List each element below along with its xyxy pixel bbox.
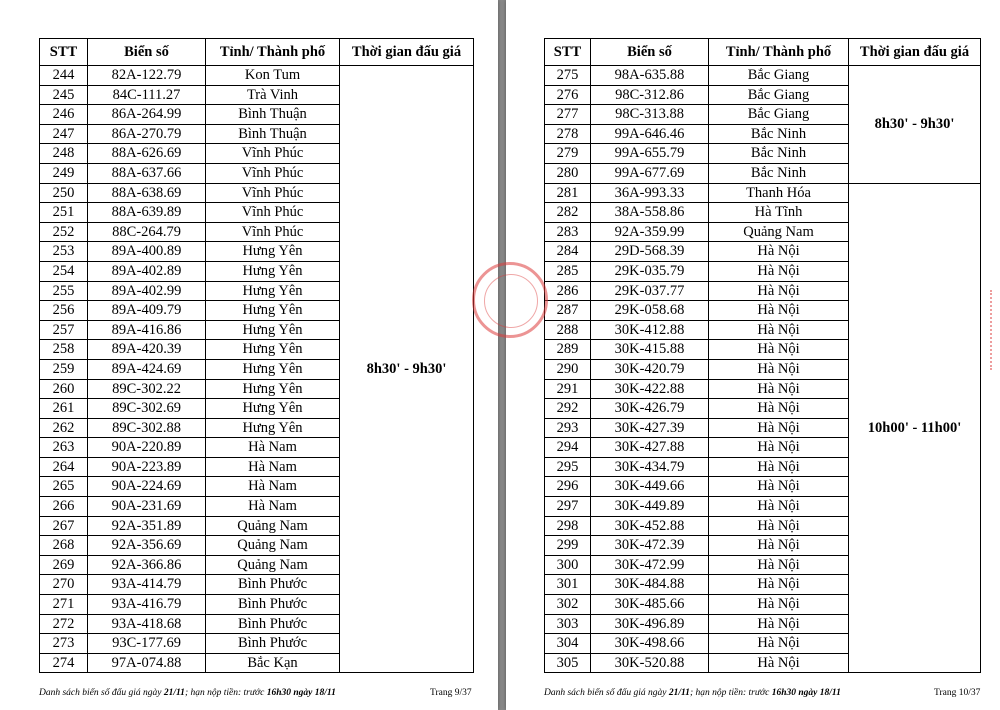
stt-cell: 288 bbox=[545, 320, 591, 340]
plate-cell: 89A-416.86 bbox=[88, 320, 206, 340]
stt-cell: 290 bbox=[545, 359, 591, 379]
plate-cell: 30K-434.79 bbox=[591, 457, 709, 477]
stt-cell: 296 bbox=[545, 477, 591, 497]
province-cell: Bắc Ninh bbox=[709, 144, 849, 164]
province-cell: Thanh Hóa bbox=[709, 183, 849, 203]
province-cell: Bình Thuận bbox=[206, 124, 340, 144]
stt-cell: 245 bbox=[40, 85, 88, 105]
plate-cell: 84C-111.27 bbox=[88, 85, 206, 105]
stt-cell: 295 bbox=[545, 457, 591, 477]
plate-cell: 89A-402.89 bbox=[88, 261, 206, 281]
plate-cell: 29K-058.68 bbox=[591, 301, 709, 321]
plate-cell: 90A-223.89 bbox=[88, 457, 206, 477]
stt-cell: 287 bbox=[545, 301, 591, 321]
plate-cell: 29K-037.77 bbox=[591, 281, 709, 301]
stt-cell: 247 bbox=[40, 124, 88, 144]
stt-cell: 256 bbox=[40, 301, 88, 321]
province-cell: Bình Phước bbox=[206, 595, 340, 615]
province-cell: Vĩnh Phúc bbox=[206, 144, 340, 164]
plate-cell: 30K-449.66 bbox=[591, 477, 709, 497]
stt-cell: 298 bbox=[545, 516, 591, 536]
stt-cell: 289 bbox=[545, 340, 591, 360]
stt-cell: 300 bbox=[545, 555, 591, 575]
province-cell: Hưng Yên bbox=[206, 399, 340, 419]
plate-cell: 88A-638.69 bbox=[88, 183, 206, 203]
province-cell: Hưng Yên bbox=[206, 418, 340, 438]
stt-cell: 286 bbox=[545, 281, 591, 301]
footer-deadline: 16h30 ngày 18/11 bbox=[266, 688, 336, 698]
plate-cell: 30K-449.89 bbox=[591, 497, 709, 517]
province-cell: Bắc Giang bbox=[709, 85, 849, 105]
stt-cell: 293 bbox=[545, 418, 591, 438]
plate-cell: 99A-677.69 bbox=[591, 163, 709, 183]
plates-table-right bbox=[544, 38, 981, 673]
stt-cell: 305 bbox=[545, 653, 591, 673]
province-cell: Hà Nam bbox=[206, 497, 340, 517]
province-cell: Hà Nội bbox=[709, 634, 849, 654]
province-cell: Hà Nội bbox=[709, 575, 849, 595]
footer-prefix: Danh sách biển số đấu giá ngày bbox=[544, 688, 669, 698]
stt-cell: 282 bbox=[545, 203, 591, 223]
stt-cell: 248 bbox=[40, 144, 88, 164]
stt-cell: 254 bbox=[40, 261, 88, 281]
plate-cell: 30K-427.39 bbox=[591, 418, 709, 438]
plate-cell: 29D-568.39 bbox=[591, 242, 709, 262]
province-cell: Bắc Ninh bbox=[709, 163, 849, 183]
stt-cell: 250 bbox=[40, 183, 88, 203]
plate-cell: 30K-427.88 bbox=[591, 438, 709, 458]
stt-cell: 301 bbox=[545, 575, 591, 595]
plate-cell: 89A-400.89 bbox=[88, 242, 206, 262]
province-cell: Bình Phước bbox=[206, 575, 340, 595]
stt-cell: 252 bbox=[40, 222, 88, 242]
plate-cell: 29K-035.79 bbox=[591, 261, 709, 281]
header-plate: Biển số bbox=[88, 39, 206, 66]
province-cell: Hà Nội bbox=[709, 379, 849, 399]
stt-cell: 269 bbox=[40, 555, 88, 575]
province-cell: Hưng Yên bbox=[206, 242, 340, 262]
stt-cell: 270 bbox=[40, 575, 88, 595]
table-row bbox=[545, 66, 981, 86]
auction-time-cell: 8h30' - 9h30' bbox=[849, 66, 981, 184]
footer-deadline: 16h30 ngày 18/11 bbox=[771, 688, 841, 698]
stt-cell: 279 bbox=[545, 144, 591, 164]
province-cell: Hà Nội bbox=[709, 418, 849, 438]
plate-cell: 30K-420.79 bbox=[591, 359, 709, 379]
stt-cell: 266 bbox=[40, 497, 88, 517]
plate-cell: 89A-424.69 bbox=[88, 359, 206, 379]
plate-cell: 93A-416.79 bbox=[88, 595, 206, 615]
stt-cell: 294 bbox=[545, 438, 591, 458]
province-cell: Bắc Giang bbox=[709, 105, 849, 125]
plate-cell: 90A-220.89 bbox=[88, 438, 206, 458]
plate-cell: 92A-356.69 bbox=[88, 536, 206, 556]
stt-cell: 283 bbox=[545, 222, 591, 242]
header-stt: STT bbox=[545, 39, 591, 66]
province-cell: Vĩnh Phúc bbox=[206, 163, 340, 183]
stt-cell: 302 bbox=[545, 595, 591, 615]
province-cell: Bắc Ninh bbox=[709, 124, 849, 144]
province-cell: Hà Tĩnh bbox=[709, 203, 849, 223]
stt-cell: 257 bbox=[40, 320, 88, 340]
red-seal-stamp bbox=[472, 262, 548, 338]
province-cell: Bắc Kạn bbox=[206, 653, 340, 673]
province-cell: Hà Nội bbox=[709, 399, 849, 419]
province-cell: Hà Nội bbox=[709, 497, 849, 517]
province-cell: Vĩnh Phúc bbox=[206, 222, 340, 242]
footer-mid: ; hạn nộp tiền: trước bbox=[184, 688, 267, 698]
table-row bbox=[40, 66, 474, 86]
province-cell: Hà Nội bbox=[709, 516, 849, 536]
province-cell: Hưng Yên bbox=[206, 320, 340, 340]
plate-cell: 30K-472.99 bbox=[591, 555, 709, 575]
plate-cell: 99A-655.79 bbox=[591, 144, 709, 164]
footer-prefix: Danh sách biển số đấu giá ngày bbox=[39, 688, 164, 698]
stt-cell: 244 bbox=[40, 66, 88, 86]
plate-cell: 36A-993.33 bbox=[591, 183, 709, 203]
plate-cell: 30K-426.79 bbox=[591, 399, 709, 419]
plate-cell: 30K-452.88 bbox=[591, 516, 709, 536]
stt-cell: 265 bbox=[40, 477, 88, 497]
province-cell: Hà Nam bbox=[206, 438, 340, 458]
province-cell: Hưng Yên bbox=[206, 261, 340, 281]
plate-cell: 93C-177.69 bbox=[88, 634, 206, 654]
header-province: Tỉnh/ Thành phố bbox=[206, 39, 340, 66]
plates-table-left bbox=[39, 38, 474, 673]
province-cell: Hưng Yên bbox=[206, 359, 340, 379]
province-cell: Hà Nội bbox=[709, 536, 849, 556]
stt-cell: 249 bbox=[40, 163, 88, 183]
province-cell: Hà Nội bbox=[709, 438, 849, 458]
province-cell: Quảng Nam bbox=[709, 222, 849, 242]
stt-cell: 281 bbox=[545, 183, 591, 203]
stt-cell: 284 bbox=[545, 242, 591, 262]
plate-cell: 86A-270.79 bbox=[88, 124, 206, 144]
plate-cell: 88A-637.66 bbox=[88, 163, 206, 183]
stt-cell: 263 bbox=[40, 438, 88, 458]
seal-inner-ring bbox=[484, 274, 538, 328]
province-cell: Bình Phước bbox=[206, 634, 340, 654]
plate-cell: 30K-484.88 bbox=[591, 575, 709, 595]
province-cell: Vĩnh Phúc bbox=[206, 183, 340, 203]
stt-cell: 260 bbox=[40, 379, 88, 399]
plate-cell: 30K-520.88 bbox=[591, 653, 709, 673]
province-cell: Trà Vinh bbox=[206, 85, 340, 105]
plate-cell: 30K-415.88 bbox=[591, 340, 709, 360]
plate-cell: 93A-418.68 bbox=[88, 614, 206, 634]
plate-cell: 30K-472.39 bbox=[591, 536, 709, 556]
stt-cell: 280 bbox=[545, 163, 591, 183]
province-cell: Quảng Nam bbox=[206, 555, 340, 575]
plate-cell: 30K-496.89 bbox=[591, 614, 709, 634]
province-cell: Bình Phước bbox=[206, 614, 340, 634]
province-cell: Hà Nội bbox=[709, 281, 849, 301]
stt-cell: 292 bbox=[545, 399, 591, 419]
plate-cell: 82A-122.79 bbox=[88, 66, 206, 86]
province-cell: Hà Nội bbox=[709, 359, 849, 379]
plate-cell: 92A-366.86 bbox=[88, 555, 206, 575]
plate-cell: 98C-312.86 bbox=[591, 85, 709, 105]
plate-cell: 88A-626.69 bbox=[88, 144, 206, 164]
stt-cell: 277 bbox=[545, 105, 591, 125]
plate-cell: 92A-351.89 bbox=[88, 516, 206, 536]
province-cell: Hà Nội bbox=[709, 614, 849, 634]
plate-cell: 30K-498.66 bbox=[591, 634, 709, 654]
province-cell: Hà Nội bbox=[709, 340, 849, 360]
footer-mid: ; hạn nộp tiền: trước bbox=[689, 688, 772, 698]
province-cell: Hà Nội bbox=[709, 477, 849, 497]
province-cell: Bình Thuận bbox=[206, 105, 340, 125]
footer-date: 21/11 bbox=[163, 688, 185, 698]
stt-cell: 251 bbox=[40, 203, 88, 223]
province-cell: Hà Nội bbox=[709, 653, 849, 673]
province-cell: Quảng Nam bbox=[206, 536, 340, 556]
province-cell: Quảng Nam bbox=[206, 516, 340, 536]
plate-cell: 30K-422.88 bbox=[591, 379, 709, 399]
plate-cell: 89C-302.22 bbox=[88, 379, 206, 399]
province-cell: Hà Nội bbox=[709, 301, 849, 321]
stt-cell: 271 bbox=[40, 595, 88, 615]
stt-cell: 259 bbox=[40, 359, 88, 379]
stt-cell: 246 bbox=[40, 105, 88, 125]
province-cell: Vĩnh Phúc bbox=[206, 203, 340, 223]
plate-cell: 99A-646.46 bbox=[591, 124, 709, 144]
province-cell: Hà Nam bbox=[206, 477, 340, 497]
province-cell: Kon Tum bbox=[206, 66, 340, 86]
province-cell: Hưng Yên bbox=[206, 281, 340, 301]
stt-cell: 278 bbox=[545, 124, 591, 144]
stt-cell: 274 bbox=[40, 653, 88, 673]
province-cell: Hà Nội bbox=[709, 555, 849, 575]
table-header-row bbox=[545, 39, 981, 66]
plate-cell: 88A-639.89 bbox=[88, 203, 206, 223]
plate-cell: 88C-264.79 bbox=[88, 222, 206, 242]
province-cell: Hưng Yên bbox=[206, 340, 340, 360]
stt-cell: 264 bbox=[40, 457, 88, 477]
province-cell: Hà Nội bbox=[709, 320, 849, 340]
edge-seal-mark bbox=[990, 290, 998, 370]
stt-cell: 267 bbox=[40, 516, 88, 536]
plate-cell: 89A-409.79 bbox=[88, 301, 206, 321]
province-cell: Hà Nội bbox=[709, 242, 849, 262]
header-stt: STT bbox=[40, 39, 88, 66]
page-number: Trang 9/37 bbox=[430, 688, 472, 698]
stt-cell: 291 bbox=[545, 379, 591, 399]
plate-cell: 93A-414.79 bbox=[88, 575, 206, 595]
stt-cell: 276 bbox=[545, 85, 591, 105]
stt-cell: 275 bbox=[545, 66, 591, 86]
plate-cell: 97A-074.88 bbox=[88, 653, 206, 673]
stt-cell: 261 bbox=[40, 399, 88, 419]
stt-cell: 303 bbox=[545, 614, 591, 634]
province-cell: Hưng Yên bbox=[206, 301, 340, 321]
page-footer-note bbox=[39, 688, 336, 698]
stt-cell: 285 bbox=[545, 261, 591, 281]
page-footer-note bbox=[544, 688, 841, 698]
stt-cell: 304 bbox=[545, 634, 591, 654]
plate-cell: 98C-313.88 bbox=[591, 105, 709, 125]
header-plate: Biển số bbox=[591, 39, 709, 66]
province-cell: Hưng Yên bbox=[206, 379, 340, 399]
stt-cell: 258 bbox=[40, 340, 88, 360]
stt-cell: 297 bbox=[545, 497, 591, 517]
stt-cell: 272 bbox=[40, 614, 88, 634]
plate-cell: 38A-558.86 bbox=[591, 203, 709, 223]
stt-cell: 253 bbox=[40, 242, 88, 262]
plate-cell: 89C-302.88 bbox=[88, 418, 206, 438]
province-cell: Bắc Giang bbox=[709, 66, 849, 86]
province-cell: Hà Nội bbox=[709, 457, 849, 477]
stt-cell: 255 bbox=[40, 281, 88, 301]
header-province: Tỉnh/ Thành phố bbox=[709, 39, 849, 66]
province-cell: Hà Nội bbox=[709, 595, 849, 615]
stt-cell: 299 bbox=[545, 536, 591, 556]
header-auction-time: Thời gian đấu giá bbox=[849, 39, 981, 66]
plate-cell: 89A-402.99 bbox=[88, 281, 206, 301]
table-row bbox=[545, 183, 981, 203]
auction-time-cell: 8h30' - 9h30' bbox=[340, 66, 474, 673]
stt-cell: 268 bbox=[40, 536, 88, 556]
table-header-row bbox=[40, 39, 474, 66]
plate-cell: 89C-302.69 bbox=[88, 399, 206, 419]
province-cell: Hà Nội bbox=[709, 261, 849, 281]
stt-cell: 262 bbox=[40, 418, 88, 438]
auction-time-cell: 10h00' - 11h00' bbox=[849, 183, 981, 673]
document-page-right bbox=[506, 0, 1000, 710]
plate-cell: 30K-485.66 bbox=[591, 595, 709, 615]
plate-cell: 98A-635.88 bbox=[591, 66, 709, 86]
plate-cell: 30K-412.88 bbox=[591, 320, 709, 340]
header-auction-time: Thời gian đấu giá bbox=[340, 39, 474, 66]
plate-cell: 92A-359.99 bbox=[591, 222, 709, 242]
province-cell: Hà Nam bbox=[206, 457, 340, 477]
plate-cell: 90A-231.69 bbox=[88, 497, 206, 517]
stt-cell: 273 bbox=[40, 634, 88, 654]
page-number: Trang 10/37 bbox=[934, 688, 981, 698]
plate-cell: 89A-420.39 bbox=[88, 340, 206, 360]
document-page-left bbox=[0, 0, 498, 710]
plate-cell: 86A-264.99 bbox=[88, 105, 206, 125]
plate-cell: 90A-224.69 bbox=[88, 477, 206, 497]
footer-date: 21/11 bbox=[668, 688, 690, 698]
